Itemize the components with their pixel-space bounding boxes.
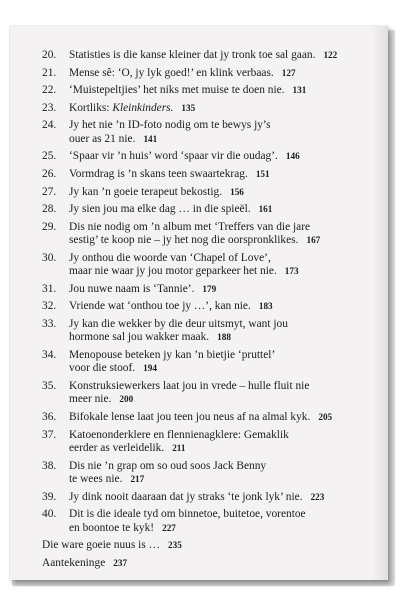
toc-entry-line <box>69 491 358 504</box>
toc-entry <box>42 429 358 456</box>
toc-entry-title: Jy kan ’n goeie terapeut bekostig. <box>69 185 223 198</box>
toc-entry-line <box>69 300 358 313</box>
toc-entry-line <box>69 221 358 234</box>
toc-entry-title: Vormdrag is ’n skans teen swaartekrag. <box>69 167 248 180</box>
toc-entry-line <box>69 393 358 406</box>
toc-entry-number: 33. <box>42 317 57 330</box>
toc-entry-page-number: 205 <box>318 411 333 422</box>
toc-entry-line <box>69 186 358 199</box>
toc-entry-title: Konstruksiewerkers laat jou in vrede – hulle fluit nie <box>69 379 310 392</box>
toc-entry <box>42 119 358 146</box>
toc-entry-number: 22. <box>42 84 57 97</box>
toc-entry <box>42 300 358 313</box>
toc-entry-page-number: 227 <box>162 522 176 533</box>
toc-closing-entry <box>42 557 358 570</box>
toc-entry-number: 28. <box>42 203 57 216</box>
toc-entry-page-number: 237 <box>113 557 128 568</box>
toc-entry-line <box>42 539 358 552</box>
toc-entry-line <box>69 318 358 331</box>
toc-entry-title: ‘Muistepeltjies’ het niks met muise te doen nie. <box>69 84 285 97</box>
toc-entry-number: 40. <box>42 508 57 521</box>
toc-entry-title: Jy kan die wekker by die deur uitsmyt, want jou <box>69 317 288 330</box>
toc-entry-line <box>69 508 358 521</box>
toc-entry <box>42 150 358 163</box>
toc-entry <box>42 491 358 504</box>
toc-entry-number: 37. <box>42 428 57 441</box>
toc-entry-line <box>69 150 358 163</box>
toc-entry-line <box>69 283 358 296</box>
toc-entry-line <box>69 380 358 393</box>
toc-entry <box>42 252 358 279</box>
toc-entry-page-number: 211 <box>172 442 186 453</box>
toc-entry-line <box>69 168 358 181</box>
toc-entry-title: voor die stoof. <box>69 362 136 375</box>
toc-entry <box>42 349 358 376</box>
toc-entry-number: 39. <box>42 490 57 503</box>
toc-entry-title: ouer as 21 nie. <box>69 132 136 145</box>
toc-entry-title: Dis nie nodig om ’n album met ‘Treffers van die jare <box>69 220 311 233</box>
toc-entry-line <box>69 49 358 62</box>
toc-entry-line <box>69 473 358 486</box>
toc-entry-line <box>69 460 358 473</box>
toc-entry-page-number: 135 <box>181 102 196 113</box>
toc-entry-title: meer nie. <box>69 393 112 406</box>
toc-entry-number: 27. <box>42 185 57 198</box>
toc-entry-line <box>69 265 358 278</box>
toc-entry <box>42 460 358 487</box>
toc-entry-title: sestig’ te koop nie – jy het nog die oorspronklikes. <box>69 234 299 247</box>
toc-entry-title: eerder as verleidelik. <box>69 441 165 454</box>
toc-entry-page-number: 141 <box>143 133 158 144</box>
toc-entry-title: Statisties is die kanse kleiner dat jy tronk toe sal gaan. <box>69 49 316 61</box>
toc-entry-page-number: 161 <box>258 204 273 215</box>
toc-entry-title: Aantekeninge <box>42 556 106 569</box>
toc-entry <box>42 318 358 345</box>
toc-entry-number: 30. <box>42 251 57 264</box>
toc-entry-number: 34. <box>42 348 57 361</box>
toc-entry-line <box>69 84 358 97</box>
toc-entry-title: Jy sien jou ma elke dag … in die spieël. <box>69 203 251 216</box>
toc-entry-page-number: 127 <box>281 67 296 78</box>
toc-entry-number: 20. <box>42 49 57 61</box>
toc-entry-line <box>69 252 358 265</box>
table-of-contents <box>42 49 358 574</box>
toc-entry-page-number: 122 <box>323 50 338 60</box>
toc-entry-title: Vriende wat ‘onthou toe jy …’, kan nie. <box>69 300 251 313</box>
toc-entry-line <box>69 349 358 362</box>
toc-entry-number: 32. <box>42 300 57 313</box>
toc-entry <box>42 380 358 407</box>
toc-entry <box>42 84 358 97</box>
toc-entry-number: 36. <box>42 410 57 423</box>
toc-entry-title: Jy dink nooit daaraan dat jy straks ‘te jonk lyk’ nie. <box>69 490 303 503</box>
toc-entry-title: ‘Spaar vir ’n huis’ word ‘spaar vir die oudag’. <box>69 150 278 163</box>
toc-entry-title: Bifokale lense laat jou teen jou neus af na almal kyk. <box>69 410 311 423</box>
toc-entry-page-number: 173 <box>284 266 299 277</box>
toc-entry-page-number: 156 <box>230 186 244 197</box>
toc-entry-number: 31. <box>42 282 57 295</box>
toc-closing-entry <box>42 539 358 552</box>
toc-entry <box>42 221 358 248</box>
toc-entry <box>42 49 358 62</box>
toc-entry-title: Jy onthou die woorde van ‘Chapel of Love’, <box>69 251 271 264</box>
toc-entry <box>42 186 358 199</box>
toc-entry <box>42 203 358 216</box>
toc-entry <box>42 283 358 296</box>
toc-entry-title: Mense sê: ‘O, jy lyk goed!’ en klink verbaas. <box>69 66 274 79</box>
toc-entry-page-number: 235 <box>168 540 182 551</box>
toc-entry-title: en boontoe te kyk! <box>69 521 155 534</box>
toc-entry <box>42 168 358 181</box>
toc-entry-page-number: 188 <box>217 332 231 343</box>
toc-entry-page-number: 146 <box>285 151 300 162</box>
toc-entry-page-number: 179 <box>202 283 217 294</box>
toc-entry-number: 35. <box>42 379 57 392</box>
toc-entry-page-number: 217 <box>130 473 145 484</box>
toc-entry-page-number: 151 <box>255 168 270 179</box>
toc-entry-title: Menopouse beteken jy kan ’n bietjie ‘pruttel’ <box>69 348 276 361</box>
toc-entry-line <box>69 429 358 442</box>
toc-entry-number: 25. <box>42 150 57 163</box>
toc-entry <box>42 102 358 115</box>
show-through-edge <box>372 26 388 580</box>
toc-entry-line <box>69 442 358 455</box>
toc-entry-title: Die ware goeie nuus is … <box>42 539 160 552</box>
toc-entry-page-number: 131 <box>292 85 307 96</box>
toc-entry-line <box>42 557 358 570</box>
toc-entry-number: 29. <box>42 220 57 233</box>
toc-entry-line <box>69 67 358 80</box>
toc-entry-title: Jy het nie ’n ID-foto nodig om te bewys jy’s <box>69 119 271 132</box>
toc-entry-line <box>69 119 358 132</box>
toc-entry-page-number: 167 <box>306 235 321 246</box>
toc-entry <box>42 411 358 424</box>
toc-entry-page-number: 183 <box>258 301 273 312</box>
toc-entry-title: te wees nie. <box>69 472 123 485</box>
toc-entry-line <box>69 102 358 115</box>
toc-entry-number: 23. <box>42 101 57 114</box>
toc-entry-line <box>69 203 358 216</box>
toc-entry-title: Dis nie ’n grap om so oud soos Jack Benny <box>69 459 267 472</box>
toc-entry-number: 24. <box>42 119 57 132</box>
toc-entry-line <box>69 522 358 535</box>
toc-entry-number: 21. <box>42 66 57 79</box>
toc-entry-title: Kortliks: Kleinkinders. <box>69 101 174 114</box>
toc-entry-page-number: 194 <box>143 363 157 374</box>
toc-entry-line <box>69 133 358 146</box>
toc-entry <box>42 67 358 80</box>
toc-entry-line <box>69 362 358 375</box>
toc-entry-line <box>69 411 358 424</box>
toc-entry-number: 38. <box>42 459 57 472</box>
book-page <box>10 26 388 580</box>
toc-entry-line <box>69 331 358 344</box>
toc-entry-title: hormone sal jou wakker maak. <box>69 331 210 344</box>
toc-entry-line <box>69 234 358 247</box>
toc-entry-title: Dit is die ideale tyd om binnetoe, buitetoe, vorentoe <box>69 508 306 521</box>
toc-entry-number: 26. <box>42 167 57 180</box>
toc-entry-page-number: 223 <box>310 491 325 502</box>
toc-entry-title-emphasis: Kleinkinders. <box>109 101 174 114</box>
toc-entry-title: Katoenonderklere en flennienagklere: Gemaklik <box>69 428 289 441</box>
toc-entry-title: Jou nuwe naam is ‘Tannie’. <box>69 282 195 295</box>
toc-entry <box>42 508 358 535</box>
toc-entry-page-number: 200 <box>119 394 134 405</box>
toc-entry-title: maar nie waar jy jou motor geparkeer het nie. <box>69 265 277 278</box>
